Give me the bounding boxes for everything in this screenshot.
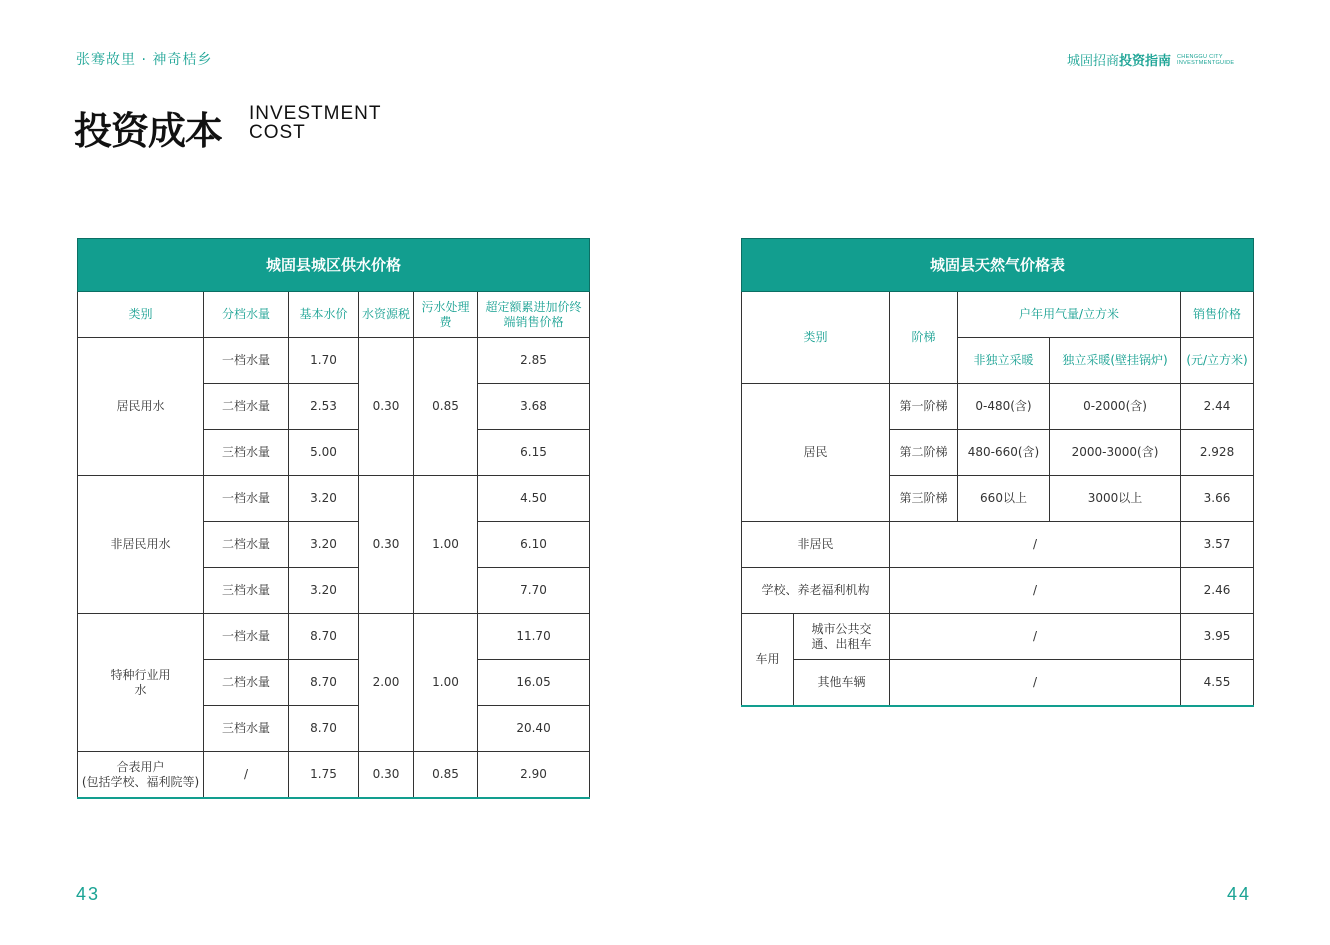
- table-row: [742, 522, 1254, 568]
- guide-title-en-line2: INVESTMENTGUIDE: [1177, 59, 1235, 66]
- header-price-unit: (元/立方米): [1181, 338, 1254, 384]
- category-cell: 非居民: [742, 522, 890, 568]
- final-price-cell: 2.90: [478, 752, 590, 799]
- guide-title-normal: 城固招商: [1067, 54, 1120, 69]
- non-independent-cell: 660以上: [958, 476, 1050, 522]
- price-cell: 2.928: [1181, 430, 1254, 476]
- tier-cell: 二档水量: [204, 522, 289, 568]
- non-independent-cell: 0-480(含): [958, 384, 1050, 430]
- category-cell: 居民: [742, 384, 890, 522]
- base-price-cell: 1.75: [289, 752, 359, 799]
- resource-tax-cell: 0.30: [359, 752, 414, 799]
- tier-cell: 第三阶梯: [890, 476, 958, 522]
- base-price-cell: 3.20: [289, 568, 359, 614]
- sewage-fee-cell: 1.00: [414, 476, 478, 614]
- table-row: [78, 614, 590, 660]
- tier-cell: 一档水量: [204, 614, 289, 660]
- category-line2: (包括学校、福利院等): [81, 774, 200, 789]
- price-cell: 2.44: [1181, 384, 1254, 430]
- gas-table-header: [742, 292, 1254, 338]
- gas-table-caption: 城固县天然气价格表: [742, 239, 1254, 292]
- table-row: [78, 752, 590, 799]
- tier-cell: 三档水量: [204, 568, 289, 614]
- category-cell: 学校、养老福利机构: [742, 568, 890, 614]
- tier-cell: 一档水量: [204, 476, 289, 522]
- header-independent: 独立采暖(壁挂锅炉): [1050, 338, 1181, 384]
- base-price-cell: 8.70: [289, 660, 359, 706]
- tier-cell: 二档水量: [204, 660, 289, 706]
- tier-cell: 一档水量: [204, 338, 289, 384]
- water-table-caption: 城固县城区供水价格: [78, 239, 590, 292]
- tier-cell: 第二阶梯: [890, 430, 958, 476]
- category-cell: 特种行业用水: [78, 614, 204, 752]
- water-table-header: [78, 292, 590, 338]
- final-price-cell: 11.70: [478, 614, 590, 660]
- price-cell: 3.66: [1181, 476, 1254, 522]
- guide-title: [1067, 50, 1234, 69]
- final-price-cell: 3.68: [478, 384, 590, 430]
- price-cell: 4.55: [1181, 660, 1254, 707]
- tier-cell: 三档水量: [204, 430, 289, 476]
- final-price-cell: 4.50: [478, 476, 590, 522]
- guide-title-bold: 投资指南: [1119, 54, 1172, 69]
- header-category: 类别: [78, 292, 204, 338]
- header-non-independent: 非独立采暖: [958, 338, 1050, 384]
- guide-title-en-line1: CHENGGU CITY: [1177, 53, 1223, 60]
- base-price-cell: 8.70: [289, 614, 359, 660]
- category-cell: 非居民用水: [78, 476, 204, 614]
- category-line1: 合表用户: [116, 759, 165, 774]
- final-price-cell: 16.05: [478, 660, 590, 706]
- base-price-cell: 2.53: [289, 384, 359, 430]
- sewage-fee-cell: 0.85: [414, 338, 478, 476]
- header-final-price: 超定额累进加价终端销售价格: [478, 292, 590, 338]
- guide-title-en: [1177, 54, 1234, 66]
- independent-cell: 3000以上: [1050, 476, 1181, 522]
- gas-price-table: [741, 238, 1254, 707]
- base-price-cell: 3.20: [289, 522, 359, 568]
- table-row: [78, 476, 590, 522]
- page-title-en-line1: INVESTMENT: [249, 103, 382, 124]
- header-sewage-fee: 污水处理费: [414, 292, 478, 338]
- slogan: 张骞故里 · 神奇桔乡: [76, 52, 213, 68]
- header-base-price: 基本水价: [289, 292, 359, 338]
- base-price-cell: 1.70: [289, 338, 359, 384]
- tier-cell: 三档水量: [204, 706, 289, 752]
- tier-cell: 二档水量: [204, 384, 289, 430]
- subcategory-cell: 城市公共交通、出租车: [794, 614, 890, 660]
- tier-cell: 第一阶梯: [890, 384, 958, 430]
- table-row: [742, 660, 1254, 707]
- usage-cell: /: [890, 568, 1181, 614]
- final-price-cell: 6.15: [478, 430, 590, 476]
- resource-tax-cell: 0.30: [359, 476, 414, 614]
- price-cell: 3.57: [1181, 522, 1254, 568]
- water-price-table: [77, 238, 590, 799]
- header-price: 销售价格: [1181, 292, 1254, 338]
- independent-cell: 2000-3000(含): [1050, 430, 1181, 476]
- table-row: [742, 614, 1254, 660]
- final-price-cell: 2.85: [478, 338, 590, 384]
- usage-cell: /: [890, 522, 1181, 568]
- page-title-en: [249, 104, 381, 142]
- category-cell: [78, 752, 204, 799]
- subcategory-cell: 其他车辆: [794, 660, 890, 707]
- base-price-cell: 8.70: [289, 706, 359, 752]
- sewage-fee-cell: 1.00: [414, 614, 478, 752]
- independent-cell: 0-2000(含): [1050, 384, 1181, 430]
- header-category: 类别: [742, 292, 890, 384]
- resource-tax-cell: 0.30: [359, 338, 414, 476]
- table-row: [742, 384, 1254, 430]
- page-number-left: 43: [76, 884, 101, 904]
- page-title: 投资成本: [74, 109, 223, 153]
- category-cell: 车用: [742, 614, 794, 707]
- price-cell: 2.46: [1181, 568, 1254, 614]
- category-cell: 居民用水: [78, 338, 204, 476]
- page-title-en-line2: COST: [249, 122, 306, 143]
- tier-cell: /: [204, 752, 289, 799]
- header-tier: 阶梯: [890, 292, 958, 384]
- header-usage: 户年用气量/立方米: [958, 292, 1181, 338]
- table-row: [78, 338, 590, 384]
- resource-tax-cell: 2.00: [359, 614, 414, 752]
- table-row: [742, 568, 1254, 614]
- base-price-cell: 3.20: [289, 476, 359, 522]
- final-price-cell: 7.70: [478, 568, 590, 614]
- usage-cell: /: [890, 614, 1181, 660]
- non-independent-cell: 480-660(含): [958, 430, 1050, 476]
- final-price-cell: 20.40: [478, 706, 590, 752]
- usage-cell: /: [890, 660, 1181, 707]
- sewage-fee-cell: 0.85: [414, 752, 478, 799]
- header-resource-tax: 水资源税: [359, 292, 414, 338]
- base-price-cell: 5.00: [289, 430, 359, 476]
- page-number-right: 44: [1227, 884, 1252, 904]
- price-cell: 3.95: [1181, 614, 1254, 660]
- final-price-cell: 6.10: [478, 522, 590, 568]
- header-tier: 分档水量: [204, 292, 289, 338]
